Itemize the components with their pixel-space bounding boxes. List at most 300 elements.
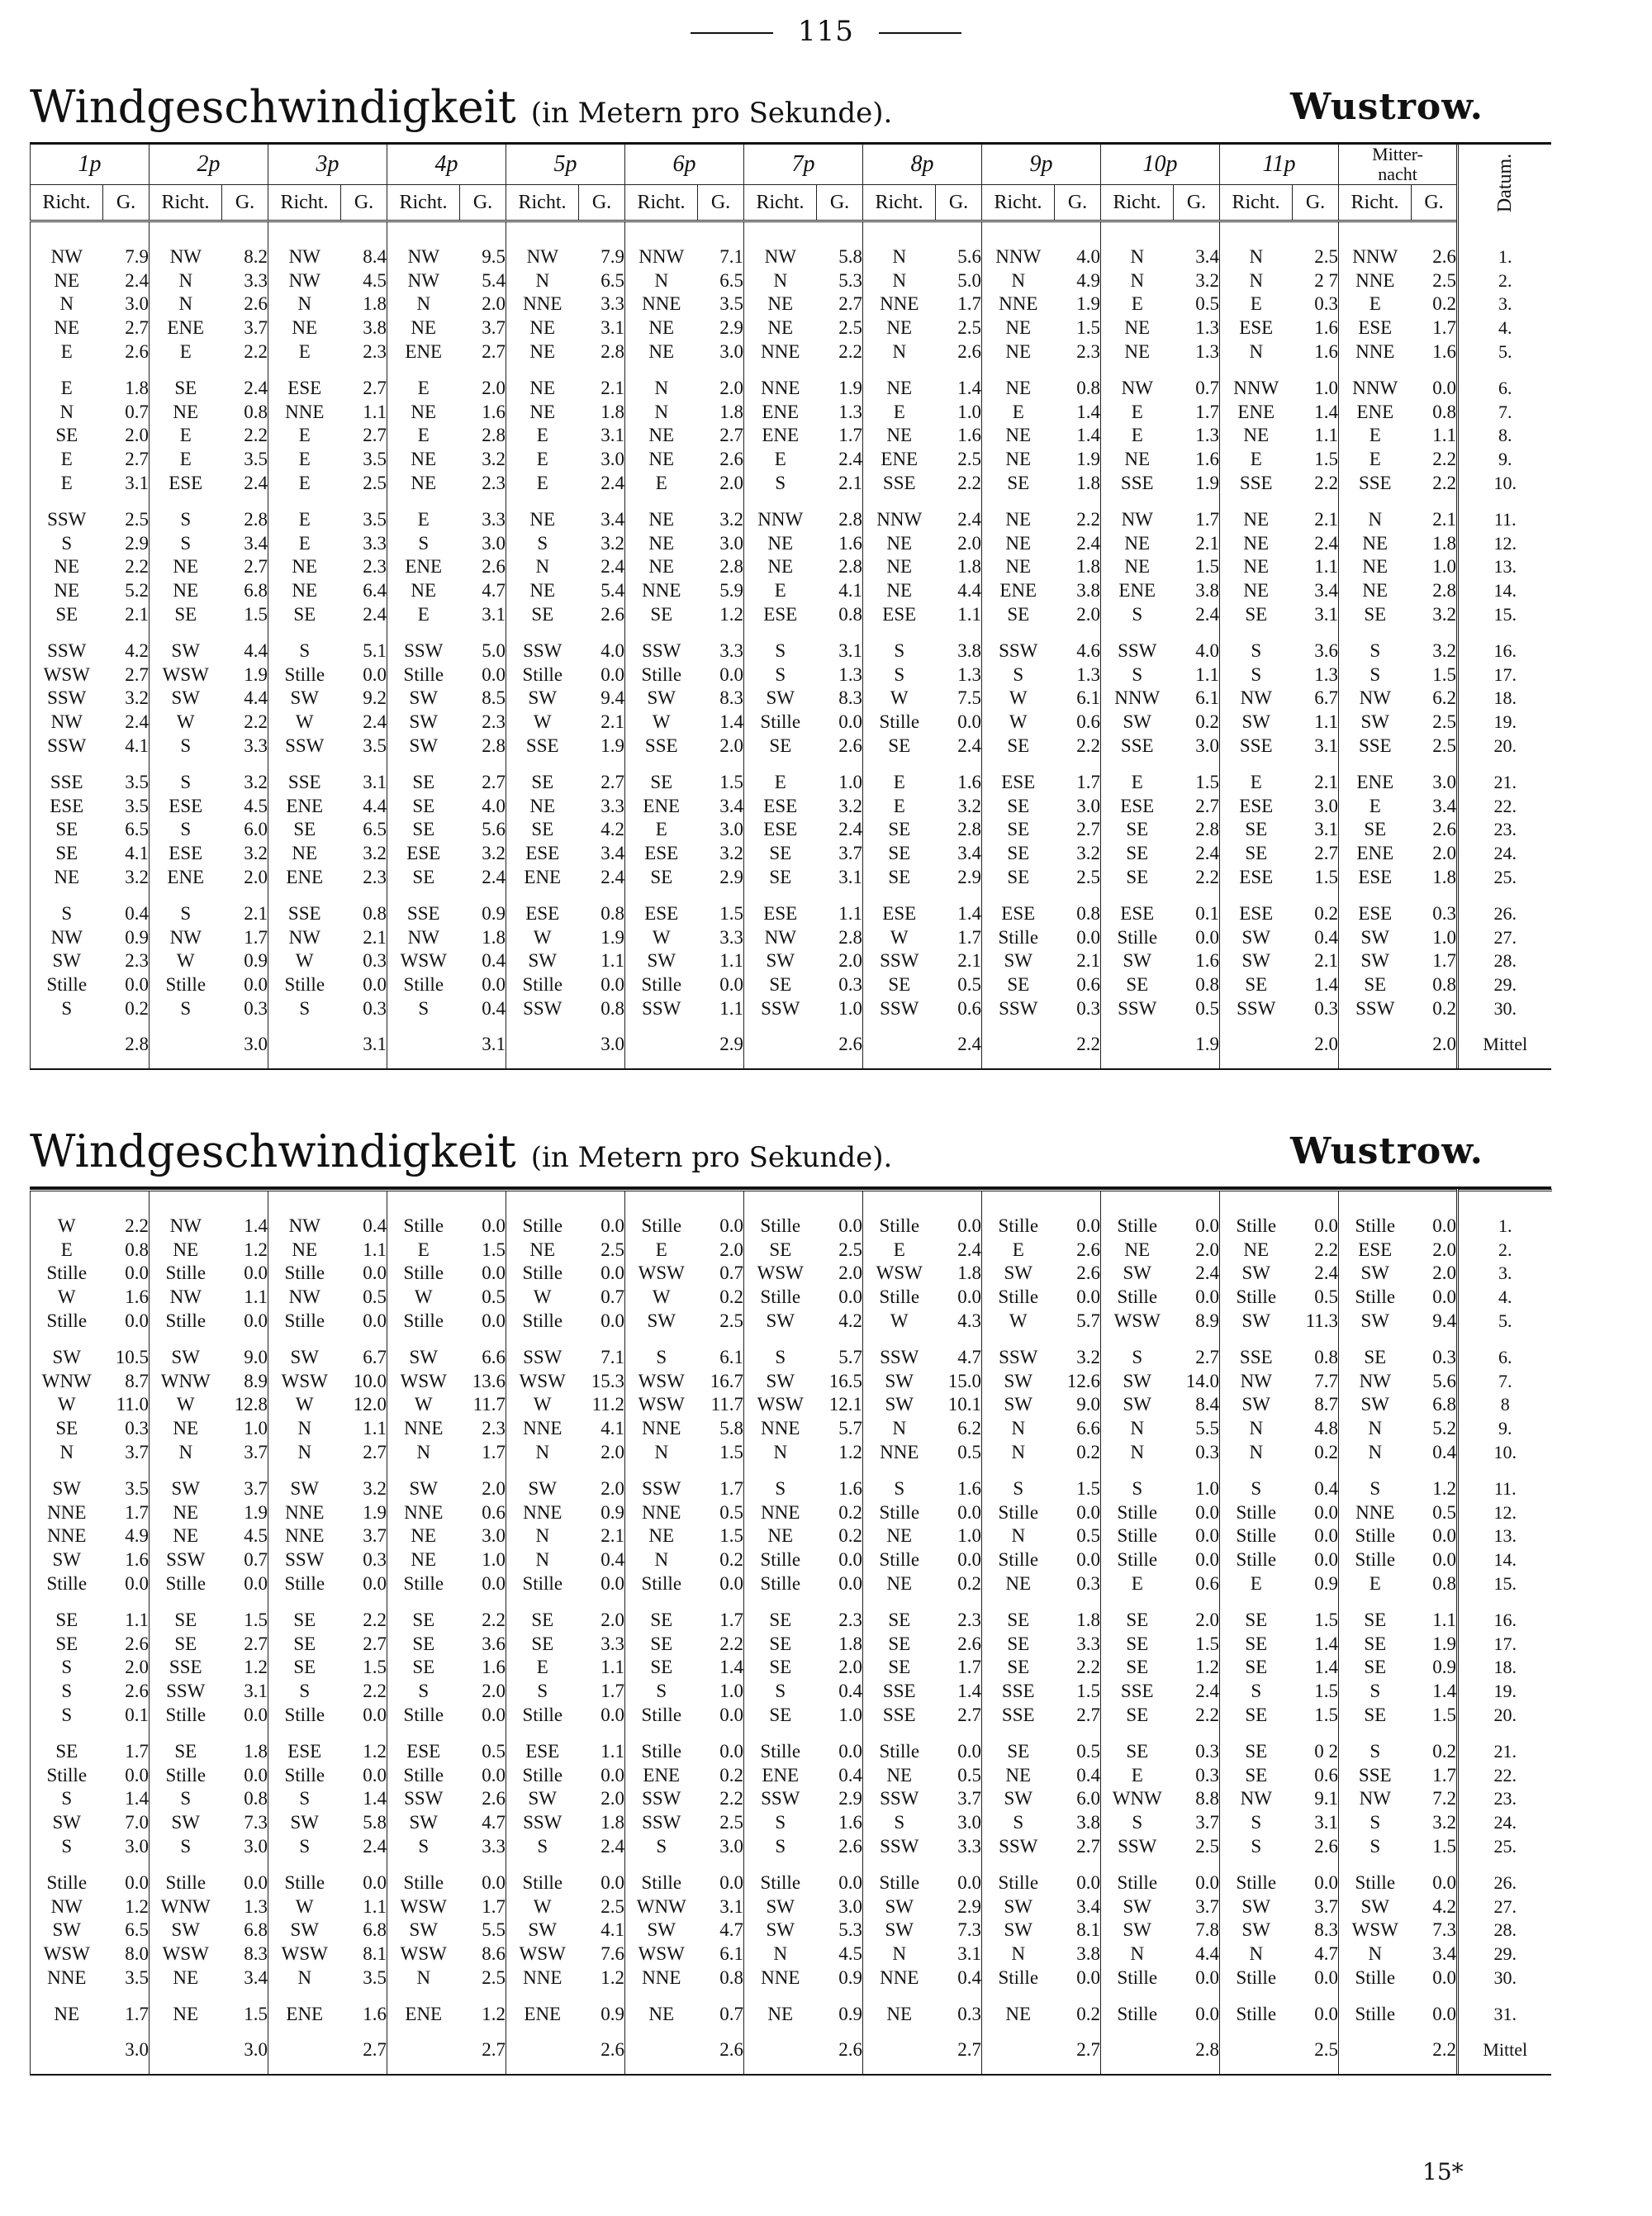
spacer-cell: [268, 1333, 341, 1346]
wind-speed: 1.8: [125, 378, 149, 399]
wind-speed: 1.0: [244, 1418, 268, 1439]
wind-direction: NE: [268, 1239, 341, 1263]
wind-direction: SW: [387, 1477, 460, 1501]
wind-direction: ESE: [268, 377, 341, 401]
wind-speed: 2.9: [719, 866, 743, 887]
wind-table: [30, 145, 1552, 1068]
wind-speed: 2.3: [363, 866, 387, 887]
wind-speed: 4.9: [125, 1525, 149, 1547]
spacer-cell: [1339, 1990, 1412, 2003]
wind-speed: 0.0: [1432, 1872, 1456, 1894]
wind-speed: 0.2: [719, 1549, 743, 1571]
wind-direction: E: [506, 1656, 579, 1680]
day-number: 27.: [1458, 925, 1552, 949]
wind-direction: SW: [150, 1346, 222, 1370]
wind-speed: 1.8: [957, 1263, 981, 1284]
wind-direction: ENE: [1101, 579, 1174, 603]
title-text: Windgeschwindigkeit: [30, 1125, 516, 1177]
wind-speed: 1.1: [1432, 425, 1457, 446]
spacer-cell: [103, 1464, 150, 1477]
title-text: Windgeschwindigkeit: [30, 81, 516, 133]
wind-direction: ESE: [1220, 316, 1293, 340]
wind-speed: 0.8: [125, 1239, 149, 1260]
wind-speed: 5.5: [482, 1919, 506, 1941]
spacer-cell: [625, 495, 698, 508]
day-number: 10.: [1458, 1440, 1552, 1464]
spacer-cell: [103, 495, 150, 508]
spacer-cell: [460, 626, 506, 640]
wind-speed: 3.0: [838, 1895, 862, 1917]
wind-speed: 1.5: [1432, 1704, 1456, 1725]
wind-direction: NE: [387, 1524, 460, 1548]
wind-direction: SSW: [1101, 996, 1174, 1020]
wind-direction: ESE: [625, 902, 698, 926]
wind-speed: 1.4: [1076, 401, 1100, 422]
spacer-cell: [817, 1595, 863, 1609]
wind-speed: 0.0: [125, 1263, 149, 1284]
wind-direction: SE: [506, 602, 579, 626]
wind-direction: S: [31, 1680, 103, 1704]
wind-speed: 1.7: [957, 1657, 981, 1678]
wind-direction: NE: [625, 555, 698, 579]
speed-subheader: G.: [103, 185, 150, 221]
wind-speed: 1.5: [1432, 1835, 1456, 1857]
wind-speed: 2.0: [838, 1263, 862, 1284]
spacer-cell: [698, 1464, 744, 1477]
spacer-cell: [31, 1333, 103, 1346]
wind-speed: 3.5: [363, 735, 387, 756]
wind-direction: NNE: [863, 292, 936, 316]
day-number: 14.: [1458, 1548, 1552, 1572]
wind-speed: 0.5: [719, 1501, 743, 1523]
mean-speed: 1.9: [1195, 1033, 1219, 1054]
wind-direction: SSW: [625, 640, 698, 663]
wind-speed: 2.2: [1314, 1239, 1338, 1260]
wind-speed: 2.2: [1314, 472, 1339, 493]
wind-direction: NE: [1220, 579, 1293, 603]
direction-subheader: Richt.: [1339, 185, 1412, 221]
wind-speed: 1.6: [482, 401, 506, 422]
wind-direction: W: [982, 687, 1055, 711]
wind-direction: E: [506, 471, 579, 495]
wind-speed: 0.2: [838, 1501, 862, 1523]
spacer-cell: [31, 1858, 103, 1871]
spacer-cell: [268, 758, 341, 771]
wind-speed: 12.8: [234, 1394, 268, 1415]
wind-direction: WNW: [1101, 1787, 1174, 1811]
wind-speed: 0.0: [1195, 926, 1219, 948]
wind-speed: 0.0: [1076, 1501, 1100, 1523]
spacer-cell: [1293, 495, 1339, 508]
wind-speed: 2.7: [482, 772, 506, 793]
wind-direction: NE: [863, 424, 936, 448]
wind-speed: 0.1: [125, 1704, 149, 1725]
wind-direction: SE: [982, 842, 1055, 866]
wind-direction: NE: [150, 555, 222, 579]
wind-direction: ESE: [744, 794, 817, 818]
spacer-cell: [625, 1990, 698, 2003]
wind-direction: N: [744, 269, 817, 293]
wind-speed: 3.5: [125, 772, 149, 793]
wind-speed: 6.2: [957, 1418, 981, 1439]
wind-speed: 2.2: [957, 472, 981, 493]
wind-speed: 5.0: [482, 640, 506, 662]
wind-speed: 1.9: [363, 1501, 387, 1523]
wind-speed: 4.3: [957, 1310, 981, 1331]
hour-header: 6p: [625, 145, 744, 185]
wind-speed: 8.8: [1195, 1788, 1219, 1809]
wind-direction: SW: [1101, 1262, 1174, 1286]
wind-speed: 0.8: [1195, 973, 1219, 995]
spacer-cell: [387, 364, 460, 377]
spacer-cell: [1458, 1727, 1552, 1740]
wind-direction: NW: [268, 925, 341, 949]
wind-speed: 3.0: [719, 819, 743, 840]
wind-speed: 1.7: [1432, 317, 1457, 339]
wind-direction: W: [506, 711, 579, 735]
wind-speed: 2.7: [363, 378, 387, 399]
wind-direction: Stille: [31, 1763, 103, 1787]
wind-direction: SE: [625, 1609, 698, 1633]
wind-direction: E: [1339, 448, 1412, 472]
wind-speed: 1.5: [244, 603, 268, 625]
spacer-cell: [1458, 364, 1552, 377]
wind-direction: SW: [31, 949, 103, 973]
spacer-cell: [625, 1191, 698, 1215]
wind-direction: N: [625, 1548, 698, 1572]
wind-direction: SSE: [1101, 1680, 1174, 1704]
wind-speed: 8.6: [482, 1943, 506, 1964]
speed-subheader: G.: [1293, 185, 1339, 221]
wind-speed: 6.6: [482, 1347, 506, 1368]
wind-direction: NNW: [1339, 245, 1412, 269]
spacer-cell: [1412, 758, 1458, 771]
wind-direction: NE: [625, 1524, 698, 1548]
wind-direction: NE: [150, 1417, 222, 1441]
wind-speed: 3.0: [125, 1835, 149, 1857]
spacer-cell: [387, 1333, 460, 1346]
wind-direction: SW: [982, 1787, 1055, 1811]
wind-direction: NW: [268, 269, 341, 293]
wind-direction: NNW: [744, 508, 817, 532]
direction-subheader: Richt.: [268, 185, 341, 221]
wind-direction: W: [268, 1895, 341, 1919]
wind-direction: S: [387, 1834, 460, 1858]
wind-direction: SW: [387, 734, 460, 758]
wind-speed: 3.5: [125, 1966, 149, 1988]
wind-direction: NE: [506, 377, 579, 401]
spacer-cell: [506, 1020, 579, 1068]
wind-direction: NE: [1220, 532, 1293, 556]
wind-direction: SE: [150, 1740, 222, 1764]
spacer-cell: [698, 889, 744, 902]
day-number: 26.: [1458, 1871, 1552, 1895]
wind-direction: SW: [863, 1393, 936, 1417]
wind-speed: 1.1: [1314, 711, 1339, 732]
spacer-cell: [1293, 1333, 1339, 1346]
wind-speed: 1.9: [1076, 449, 1100, 470]
wind-speed: 0.2: [125, 997, 149, 1019]
wind-direction: ESE: [625, 842, 698, 866]
wind-speed: 2.7: [719, 425, 743, 446]
wind-direction: Stille: [150, 1309, 222, 1333]
wind-speed: 1.9: [1432, 1633, 1456, 1654]
wind-direction: SE: [1101, 1656, 1174, 1680]
wind-speed: 1.3: [1195, 425, 1219, 446]
wind-speed: 2.8: [482, 425, 506, 446]
wind-direction: NE: [387, 579, 460, 603]
wind-speed: 3.3: [244, 735, 268, 756]
spacer-cell: [1055, 758, 1101, 771]
spacer-cell: [579, 626, 625, 640]
wind-speed: 3.0: [125, 293, 149, 315]
wind-direction: SSW: [982, 1346, 1055, 1370]
wind-speed: 1.7: [838, 425, 862, 446]
mean-speed: 2.6: [601, 2039, 624, 2061]
table-row: [31, 1346, 1552, 1370]
wind-direction: Stille: [1101, 1966, 1174, 1990]
wind-speed: 1.7: [1432, 1764, 1456, 1786]
wind-speed: 2.7: [1076, 819, 1100, 840]
wind-speed: 8.3: [719, 687, 743, 709]
wind-direction: NE: [625, 508, 698, 532]
day-number: 28.: [1458, 1919, 1552, 1943]
wind-speed: 2.4: [1195, 603, 1219, 625]
wind-speed: 11.2: [591, 1394, 624, 1415]
wind-speed: 0.0: [1432, 2004, 1456, 2025]
wind-speed: 8.3: [244, 1943, 268, 1964]
wind-direction: ESE: [1339, 902, 1412, 926]
wind-direction: SE: [744, 1656, 817, 1680]
wind-direction: SSW: [625, 1477, 698, 1501]
spacer-cell: [1458, 495, 1552, 508]
wind-direction: ESE: [744, 818, 817, 842]
direction-subheader: Richt.: [625, 185, 698, 221]
wind-direction: ENE: [387, 340, 460, 364]
wind-direction: SE: [31, 424, 103, 448]
wind-speed: 2.6: [1432, 246, 1457, 268]
wind-speed: 2.1: [1195, 532, 1219, 554]
spacer-cell: [1101, 364, 1174, 377]
wind-speed: 2.4: [1195, 1680, 1219, 1701]
spacer-cell: [1055, 495, 1101, 508]
wind-direction: Stille: [1220, 1501, 1293, 1525]
wind-speed: 0.5: [957, 1441, 981, 1462]
wind-direction: NNE: [506, 1501, 579, 1525]
wind-speed: 2.4: [1314, 1263, 1338, 1284]
spacer-cell: [222, 1191, 268, 1215]
wind-direction: SSW: [150, 1548, 222, 1572]
wind-speed: 0.0: [719, 1572, 743, 1594]
wind-speed: 1.5: [244, 1610, 268, 1631]
wind-direction: SE: [863, 818, 936, 842]
spacer-cell: [625, 1727, 698, 1740]
spacer-cell: [387, 1191, 460, 1215]
wind-direction: NNE: [625, 292, 698, 316]
wind-speed: 2.5: [601, 1239, 624, 1260]
wind-speed: 0.3: [1195, 1441, 1219, 1462]
day-number: 24.: [1458, 842, 1552, 866]
wind-speed: 11.7: [472, 1394, 506, 1415]
wind-direction: Stille: [1101, 1548, 1174, 1572]
wind-speed: 2.4: [957, 1239, 981, 1260]
wind-speed: 2.1: [1314, 950, 1339, 972]
spacer-cell: [1339, 1727, 1412, 1740]
wind-speed: 0.5: [957, 1764, 981, 1786]
wind-direction: WSW: [31, 1943, 103, 1966]
wind-direction: SW: [1339, 711, 1412, 735]
wind-direction: SE: [744, 1703, 817, 1727]
wind-direction: W: [31, 1393, 103, 1417]
wind-speed: 0.8: [1432, 973, 1457, 995]
wind-speed: 0.0: [244, 1572, 268, 1594]
wind-speed: 1.3: [1076, 663, 1100, 685]
wind-direction: SE: [1220, 1609, 1293, 1633]
wind-direction: SW: [31, 1346, 103, 1370]
wind-speed: 0.8: [1314, 1347, 1338, 1368]
wind-direction: NNE: [625, 1417, 698, 1441]
wind-direction: NE: [863, 1524, 936, 1548]
wind-direction: E: [1101, 292, 1174, 316]
wind-speed: 2.4: [1195, 1263, 1219, 1284]
wind-speed: 3.2: [482, 842, 506, 863]
wind-speed: 0.0: [482, 1310, 506, 1331]
spacer-cell: [1339, 221, 1412, 246]
wind-direction: ESE: [1220, 865, 1293, 889]
wind-direction: Stille: [268, 663, 341, 687]
wind-direction: SW: [1220, 1895, 1293, 1919]
wind-speed: 1.7: [957, 926, 981, 948]
wind-speed: 8.1: [363, 1943, 387, 1964]
wind-speed: 0.3: [363, 997, 387, 1019]
wind-speed: 2.0: [719, 472, 743, 493]
wind-speed: 7.3: [244, 1811, 268, 1833]
spacer-cell: [1458, 1464, 1552, 1477]
wind-direction: Stille: [387, 1763, 460, 1787]
spacer-cell: [460, 1990, 506, 2003]
wind-speed: 1.8: [957, 556, 981, 578]
wind-speed: 1.6: [125, 1286, 149, 1308]
wind-speed: 3.3: [719, 926, 743, 948]
mean-speed: 2.6: [719, 2039, 743, 2061]
page-number: [0, 15, 1652, 48]
spacer-cell: [1101, 2026, 1174, 2074]
wind-speed: 3.7: [482, 317, 506, 339]
wind-speed: 0.0: [482, 1764, 506, 1786]
table-2-title: [30, 1125, 892, 1177]
wind-speed: 5.6: [482, 819, 506, 840]
wind-direction: SE: [268, 602, 341, 626]
wind-speed: 2.5: [1432, 269, 1457, 291]
wind-direction: NE: [982, 377, 1055, 401]
wind-direction: W: [625, 925, 698, 949]
spacer-cell: [744, 1595, 817, 1609]
mean-speed: 3.0: [125, 2039, 149, 2061]
wind-speed: 0.6: [1195, 1572, 1219, 1594]
wind-speed: 3.8: [1076, 1811, 1100, 1833]
wind-speed: 5.2: [125, 580, 149, 602]
wind-speed: 3.0: [719, 1835, 743, 1857]
wind-speed: 2.4: [957, 509, 981, 530]
wind-direction: NE: [982, 555, 1055, 579]
wind-speed: 1.1: [125, 1610, 149, 1631]
wind-speed: 2.0: [482, 1680, 506, 1701]
wind-speed: 2.2: [1432, 449, 1457, 470]
wind-direction: WSW: [625, 1370, 698, 1394]
day-number: 12.: [1458, 532, 1552, 556]
wind-speed: 0.2: [1076, 1441, 1100, 1462]
wind-direction: NE: [625, 424, 698, 448]
wind-direction: NNW: [625, 245, 698, 269]
wind-speed: 4.1: [838, 580, 862, 602]
wind-direction: SSW: [506, 640, 579, 663]
wind-direction: NNE: [506, 1966, 579, 1990]
wind-speed: 0.0: [1076, 926, 1100, 948]
spacer-cell: [31, 889, 103, 902]
wind-speed: 1.5: [719, 903, 743, 925]
wind-direction: Stille: [150, 1763, 222, 1787]
wind-direction: N: [387, 292, 460, 316]
spacer-cell: [744, 364, 817, 377]
wind-direction: NE: [744, 292, 817, 316]
wind-speed: 5.3: [838, 1919, 862, 1941]
spacer-cell: [698, 1990, 744, 2003]
mittel-row: [31, 1020, 1552, 1068]
table-row: [31, 292, 1552, 316]
wind-direction: S: [625, 1346, 698, 1370]
wind-speed: 1.6: [957, 425, 981, 446]
wind-speed: 3.1: [125, 472, 149, 493]
wind-direction: NE: [1220, 424, 1293, 448]
wind-direction: E: [863, 794, 936, 818]
wind-direction: Stille: [31, 1262, 103, 1286]
wind-direction: E: [268, 508, 341, 532]
wind-speed: 3.4: [1076, 1895, 1100, 1917]
wind-direction: Stille: [863, 1548, 936, 1572]
wind-speed: 3.1: [601, 317, 624, 339]
wind-speed: 3.3: [719, 640, 743, 662]
wind-direction: S: [31, 1787, 103, 1811]
spacer-cell: [817, 1333, 863, 1346]
wind-direction: S: [744, 1834, 817, 1858]
wind-direction: Stille: [982, 1215, 1055, 1239]
wind-direction: N: [387, 1966, 460, 1990]
wind-direction: WSW: [31, 663, 103, 687]
wind-direction: NE: [1101, 555, 1174, 579]
wind-speed: 1.0: [838, 772, 862, 793]
wind-direction: SSW: [387, 1787, 460, 1811]
spacer-cell: [863, 758, 936, 771]
spacer-cell: [387, 1727, 460, 1740]
wind-speed: 0.3: [363, 950, 387, 972]
wind-speed: 2.8: [838, 509, 862, 530]
wind-direction: SSE: [150, 1656, 222, 1680]
wind-direction: ENE: [506, 865, 579, 889]
table-row: [31, 734, 1552, 758]
spacer-cell: [268, 1858, 341, 1871]
spacer-cell: [387, 1020, 460, 1068]
spacer-cell: [579, 1333, 625, 1346]
wind-direction: SW: [31, 1811, 103, 1835]
wind-speed: 0.0: [601, 663, 624, 685]
wind-speed: 2.6: [838, 1835, 862, 1857]
title-unit: (in Metern pro Sekunde).: [530, 1141, 893, 1174]
wind-direction: E: [625, 471, 698, 495]
wind-direction: E: [1339, 1572, 1412, 1595]
wind-speed: 7.5: [957, 687, 981, 709]
wind-direction: SW: [1101, 1919, 1174, 1943]
wind-direction: SE: [150, 377, 222, 401]
